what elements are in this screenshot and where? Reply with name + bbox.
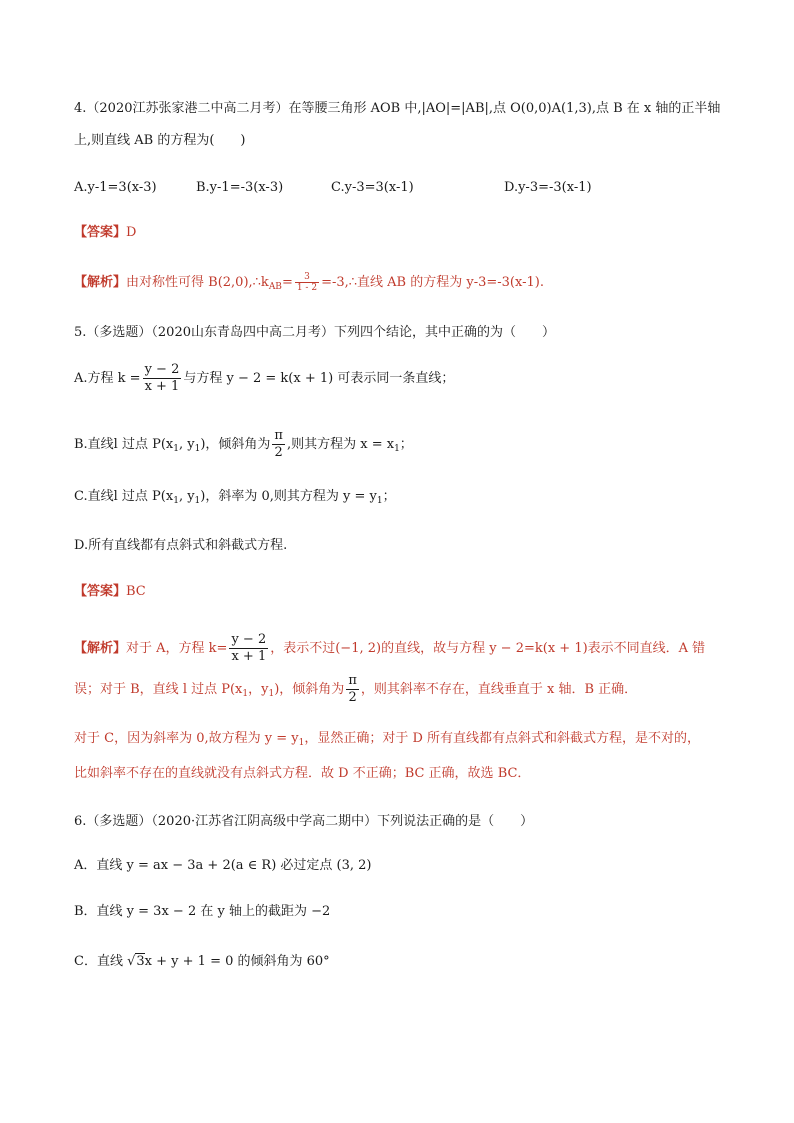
analysis-tag: 【解析】 [74,641,127,656]
q5-option-b: B.直线l 过点 $P(x_1$, $y_1$)，倾斜角为 $\frac{\pi}{2}$ ,则其方程为 $x = x_1$； [74,428,413,460]
slope-fraction: $\frac{3}{1 - 2}$ [296,272,318,293]
q4-option-b: B.y-1=-3(x-3) [196,180,284,195]
answer-tag: 【答案】 [74,584,127,599]
analysis-eq: = [281,275,293,290]
analysis-pre: 由对称性可得 B(2,0),∴k [126,275,269,290]
q5-option-c: C.直线l 过点 $P(x_1$, $y_1$)，斜率为 0,则其方程为 $y = y_1$； [74,489,396,506]
q4-stem-line2: 上,则直线 AB 的方程为( ) [74,133,246,148]
analysis-sub: AB [268,282,282,292]
q6-option-c: C．直线 √3x + y + 1 = 0 的倾斜角为 60° [74,954,330,969]
q6-title: 6.（多选题）（2020·江苏省江阴高级中学高二期中）下列说法正确的是（ ） [74,814,534,829]
q5-option-a: A.方程 k = $\frac{y - 2}{x + 1}$ 与方程 y − 2 = k(x + 1) 可表示同一条直线； [74,362,455,394]
q5-option-d: D.所有直线都有点斜式和斜截式方程. [74,538,288,553]
sqrt-radicand: 3 [136,954,145,969]
q5-analysis-line4: 比如斜率不存在的直线就没有点斜式方程．故 D 不正确；BC 正确，故选 BC． [74,766,531,781]
answer-tag: 【答案】 [74,225,127,240]
fraction: $\frac{\pi}{2}$ [348,673,357,705]
q4-stem-line1: 4.（2020江苏张家港二中高二月考）在等腰三角形 AOB 中,|AO|=|AB|,点 O(0,0)A(1,3),点 B 在 x 轴的正半轴 [74,101,721,116]
q4-analysis [74,272,544,297]
q4-option-c: C.y-3=3(x-1) [331,180,414,195]
analysis-tag: 【解析】 [74,275,127,290]
q6-option-a: A．直线 y = ax − 3a + 2(a ∈ R) 必过定点 (3, 2) [74,858,372,873]
fraction: $\frac{y - 2}{x + 1}$ [231,632,267,664]
analysis-post: =-3,∴直线 AB 的方程为 y-3=-3(x-1). [321,275,544,290]
q5-title: 5.（多选题）（2020山东青岛四中高二月考）下列四个结论，其中正确的为（ ） [74,325,555,340]
q4-option-a: A.y-1=3(x-3) [74,180,157,195]
q5-answer [74,582,146,602]
q5-analysis-line2: 误；对于 B，直线 l 过点 $P(x_1$，$y_1$)，倾斜角为 $\frac{\pi}{2}$ ，则其斜率不存在，直线垂直于 x 轴．B 正确． [74,673,638,705]
q6-option-b: B．直线 y = 3x − 2 在 y 轴上的截距为 −2 [74,904,331,919]
fraction: $\frac{\pi}{2}$ [274,428,283,460]
q4-answer [74,223,136,243]
answer-value: BC [126,584,146,599]
q4-option-d: D.y-3=-3(x-1) [504,180,592,195]
fraction: $\frac{y - 2}{x + 1}$ [144,362,180,394]
q5-analysis-line1: 【解析】对于 A，方程 k= $\frac{y - 2}{x + 1}$ ，表示不过(−1, 2)的直线，故与方程 y − 2=k(x + 1)表示不同直线．A 错 [74,632,706,664]
q5-analysis-line3: 对于 C，因为斜率为 0,故方程为 $y = y_1$，显然正确；对于 D 所有直线都有点斜式和斜截式方程，是不对的， [74,731,701,748]
answer-value: D [126,225,137,240]
